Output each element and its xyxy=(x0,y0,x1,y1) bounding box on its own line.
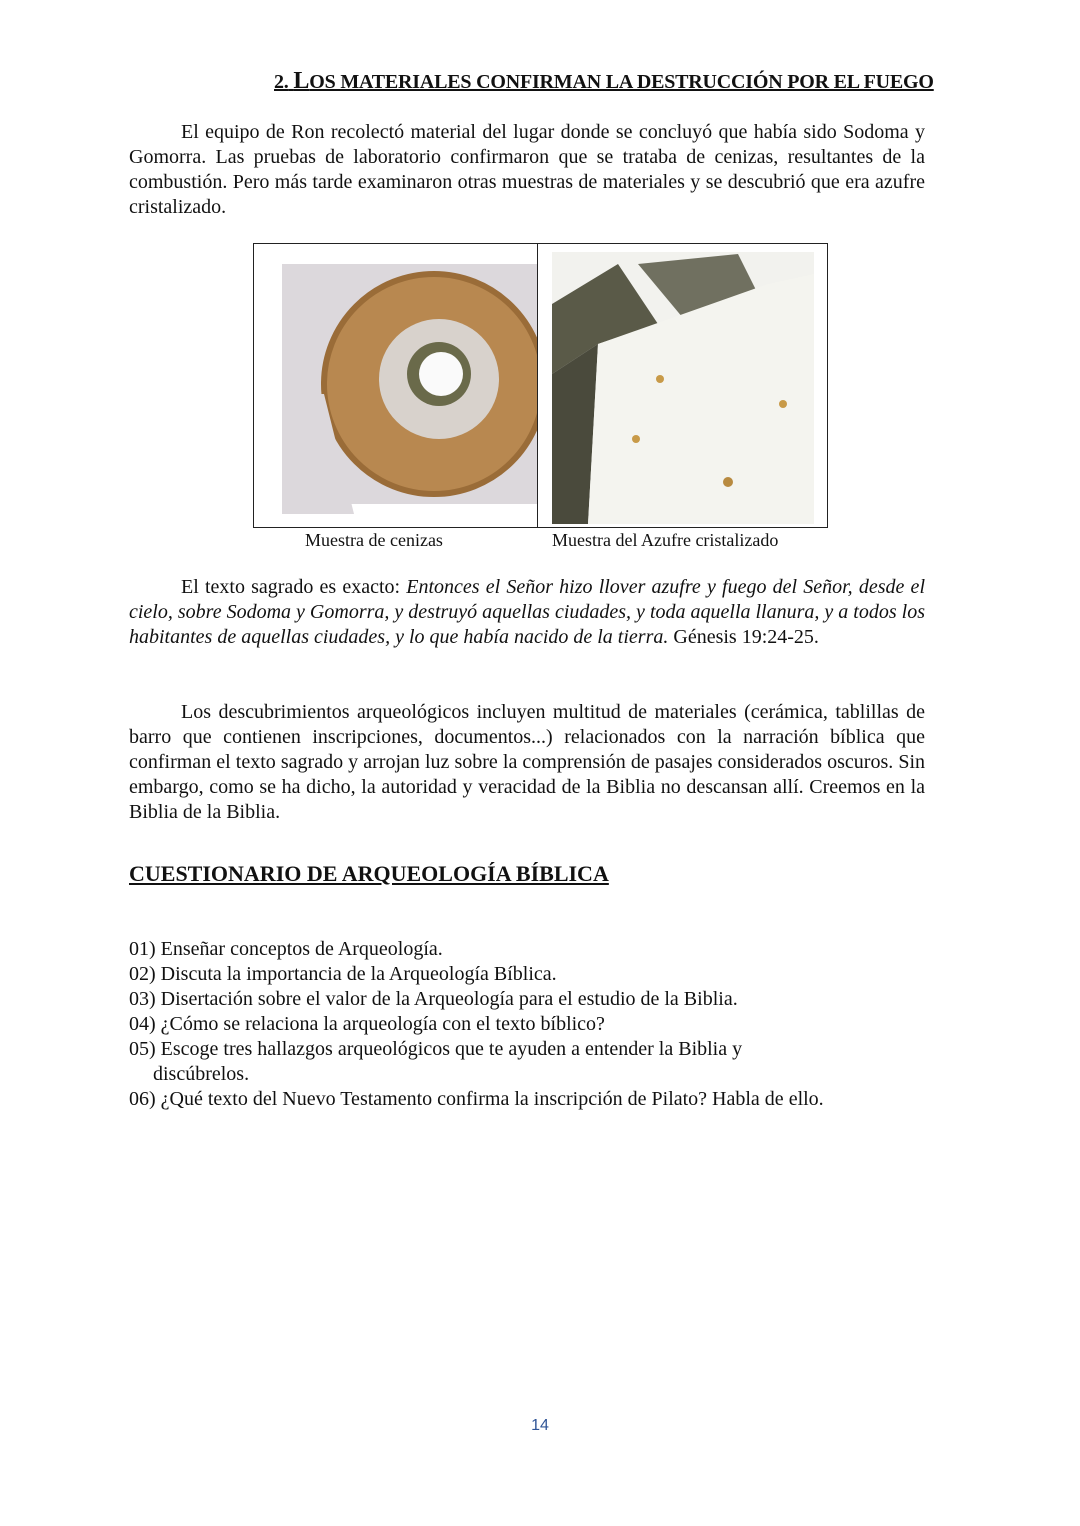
quiz-item-continuation: discúbrelos. xyxy=(153,1063,250,1085)
ash-sample-image xyxy=(254,244,538,527)
quiz-list xyxy=(129,937,929,1112)
section-title: OS MATERIALES CONFIRMAN LA DESTRUCCIÓN POR EL FUEGO xyxy=(309,71,934,93)
section-heading xyxy=(274,68,934,95)
section-number: 2. xyxy=(274,71,289,93)
caption-sulfur: Muestra del Azufre cristalizado xyxy=(552,530,779,550)
quiz-item-text: 01) Enseñar conceptos de Arqueología. xyxy=(129,938,443,960)
quiz-item xyxy=(129,987,929,1012)
quiz-item-text: 03) Disertación sobre el valor de la Arqueología para el estudio de la Biblia. xyxy=(129,988,738,1010)
quiz-item-text: 02) Discuta la importancia de la Arqueología Bíblica. xyxy=(129,963,557,985)
paragraph-1: El equipo de Ron recolectó material del lugar donde se concluyó que había sido Sodoma y Gomorra. Las pruebas de laboratorio confirmaron que se trataba de cenizas, resultantes de la combustión. Pero más tarde examinaron otras muestras de materiales y se descubrió que era azufre cristalizado. xyxy=(129,121,925,218)
quiz-item-text: 06) ¿Qué texto del Nuevo Testamento confirma la inscripción de Pilato? Habla de ello. xyxy=(129,1088,824,1110)
quiz-item xyxy=(129,1012,929,1037)
bible-quote: Entonces el Señor hizo llover azufre y fuego del Señor, desde el cielo, sobre Sodoma y Gomorra, y destruyó aquellas ciudades, y toda aquella llanura, y a todos los habitantes de aquellas ciudades, y lo que había nacido de la tierra. xyxy=(129,576,925,648)
quiz-title: CUESTIONARIO DE ARQUEOLOGÍA BÍBLICA xyxy=(129,861,609,886)
p2-intro: El texto sagrado es exacto: xyxy=(181,576,407,598)
quiz-item xyxy=(129,1087,929,1112)
bible-reference: Génesis 19:24-25. xyxy=(673,626,819,648)
caption-ash: Muestra de cenizas xyxy=(305,530,443,550)
figure-box xyxy=(253,243,828,528)
paragraph-3: Los descubrimientos arqueológicos incluyen multitud de materiales (cerámica, tablillas de barro que contienen inscripciones, documentos...) relacionados con la narración bíblica que confirman el texto sagrado y arrojan luz sobre la comprensión de pasajes considerados oscuros. Sin embargo, como se ha dicho, la autoridad y veracidad de la Biblia no descansan allí. Creemos en la Biblia de la Biblia. xyxy=(129,701,925,823)
quiz-item-text: 04) ¿Cómo se relaciona la arqueología con el texto bíblico? xyxy=(129,1013,605,1035)
quiz-item xyxy=(129,937,929,962)
paragraph-2 xyxy=(129,575,925,650)
quiz-item xyxy=(129,962,929,987)
quiz-item xyxy=(129,1037,929,1087)
page-number: 14 xyxy=(531,1417,549,1434)
section-initial: L xyxy=(293,68,310,94)
quiz-item-text: 05) Escoge tres hallazgos arqueológicos que te ayuden a entender la Biblia y xyxy=(129,1038,743,1060)
sulfur-sample-image xyxy=(538,244,827,527)
